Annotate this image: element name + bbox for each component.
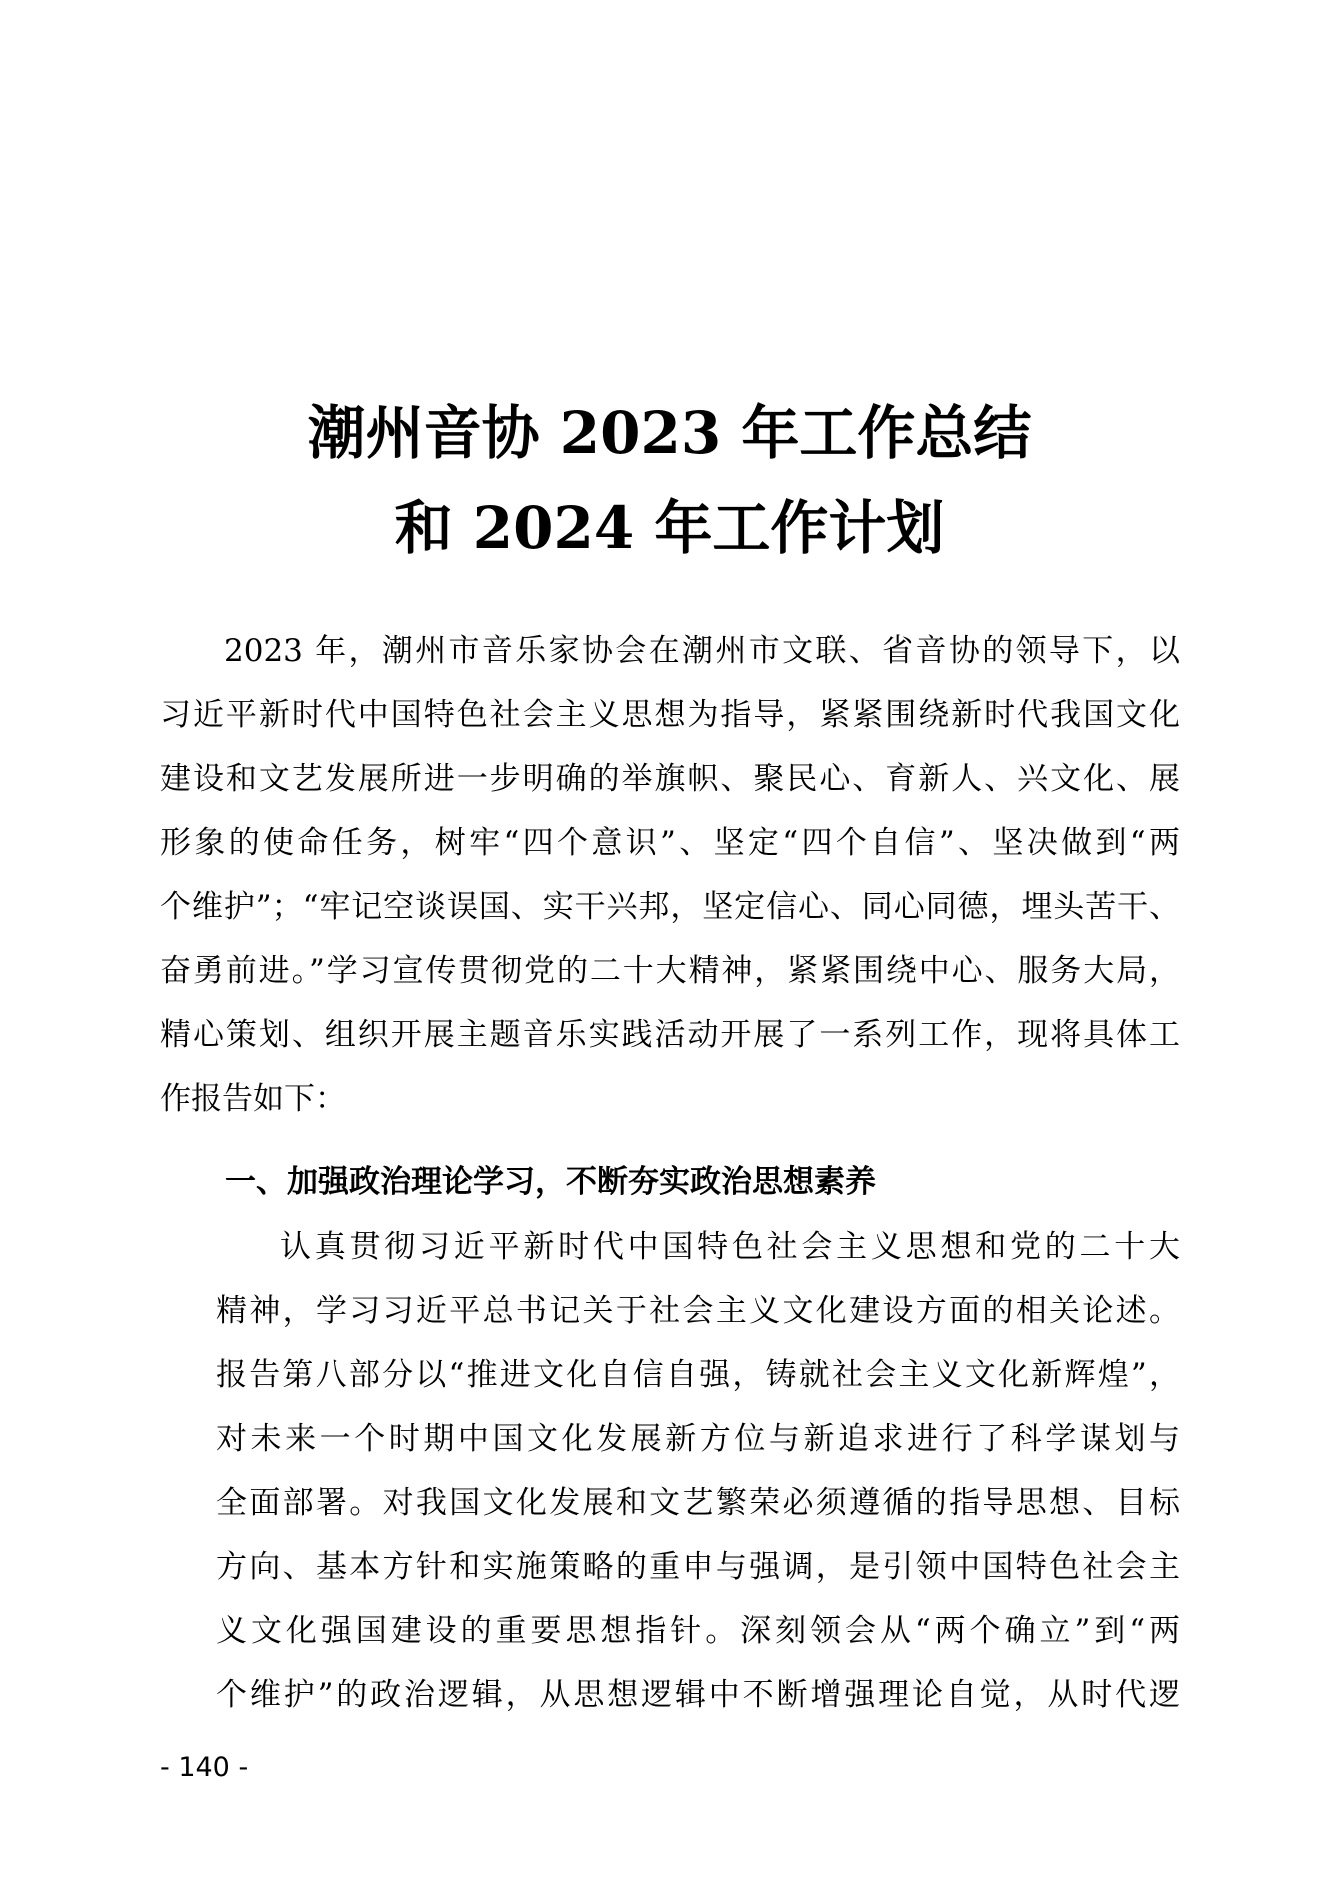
- intro-paragraph: [160, 619, 1180, 1131]
- intro-line: 奋勇前进。”学习宣传贯彻党的二十大精神，紧紧围绕中心、服务大局，: [160, 953, 1180, 989]
- intro-line: 形象的使命任务，树牢“四个意识”、坚定“四个自信”、坚决做到“两: [160, 825, 1180, 861]
- section-line: 认真贯彻习近平新时代中国特色社会主义思想和党的二十大: [280, 1229, 1180, 1265]
- section-line: 个维护”的政治逻辑，从思想逻辑中不断增强理论自觉，从时代逻: [216, 1677, 1180, 1713]
- intro-line: 精心策划、组织开展主题音乐实践活动开展了一系列工作，现将具体工: [160, 1017, 1180, 1053]
- section-heading: 一、加强政治理论学习，不断夯实政治思想素养: [225, 1164, 876, 1200]
- section-paragraph: [216, 1215, 1180, 1727]
- intro-line: 习近平新时代中国特色社会主义思想为指导，紧紧围绕新时代我国文化: [160, 697, 1180, 733]
- section-line: 精神，学习习近平总书记关于社会主义文化建设方面的相关论述。: [216, 1293, 1180, 1329]
- section-line: 方向、基本方针和实施策略的重申与强调，是引领中国特色社会主: [216, 1549, 1180, 1585]
- section-line: 报告第八部分以“推进文化自信自强，铸就社会主义文化新辉煌”，: [216, 1357, 1180, 1393]
- intro-line: 建设和文艺发展所进一步明确的举旗帜、聚民心、育新人、兴文化、展: [160, 761, 1180, 797]
- section-line: 全面部署。对我国文化发展和文艺繁荣必须遵循的指导思想、目标: [216, 1485, 1180, 1521]
- intro-line: 作报告如下：: [160, 1081, 346, 1117]
- document-title-line-1: 潮州音协 2023 年工作总结: [307, 399, 1032, 467]
- intro-line: 个维护”；“牢记空谈误国、实干兴邦，坚定信心、同心同德，埋头苦干、: [160, 889, 1180, 925]
- section-line: 义文化强国建设的重要思想指针。深刻领会从“两个确立”到“两: [216, 1613, 1180, 1649]
- section-line: 对未来一个时期中国文化发展新方位与新追求进行了科学谋划与: [216, 1421, 1180, 1457]
- page-number: - 140 -: [160, 1752, 249, 1783]
- document-title-line-2: 和 2024 年工作计划: [394, 494, 945, 562]
- intro-line: 2023 年，潮州市音乐家协会在潮州市文联、省音协的领导下，以: [224, 633, 1180, 669]
